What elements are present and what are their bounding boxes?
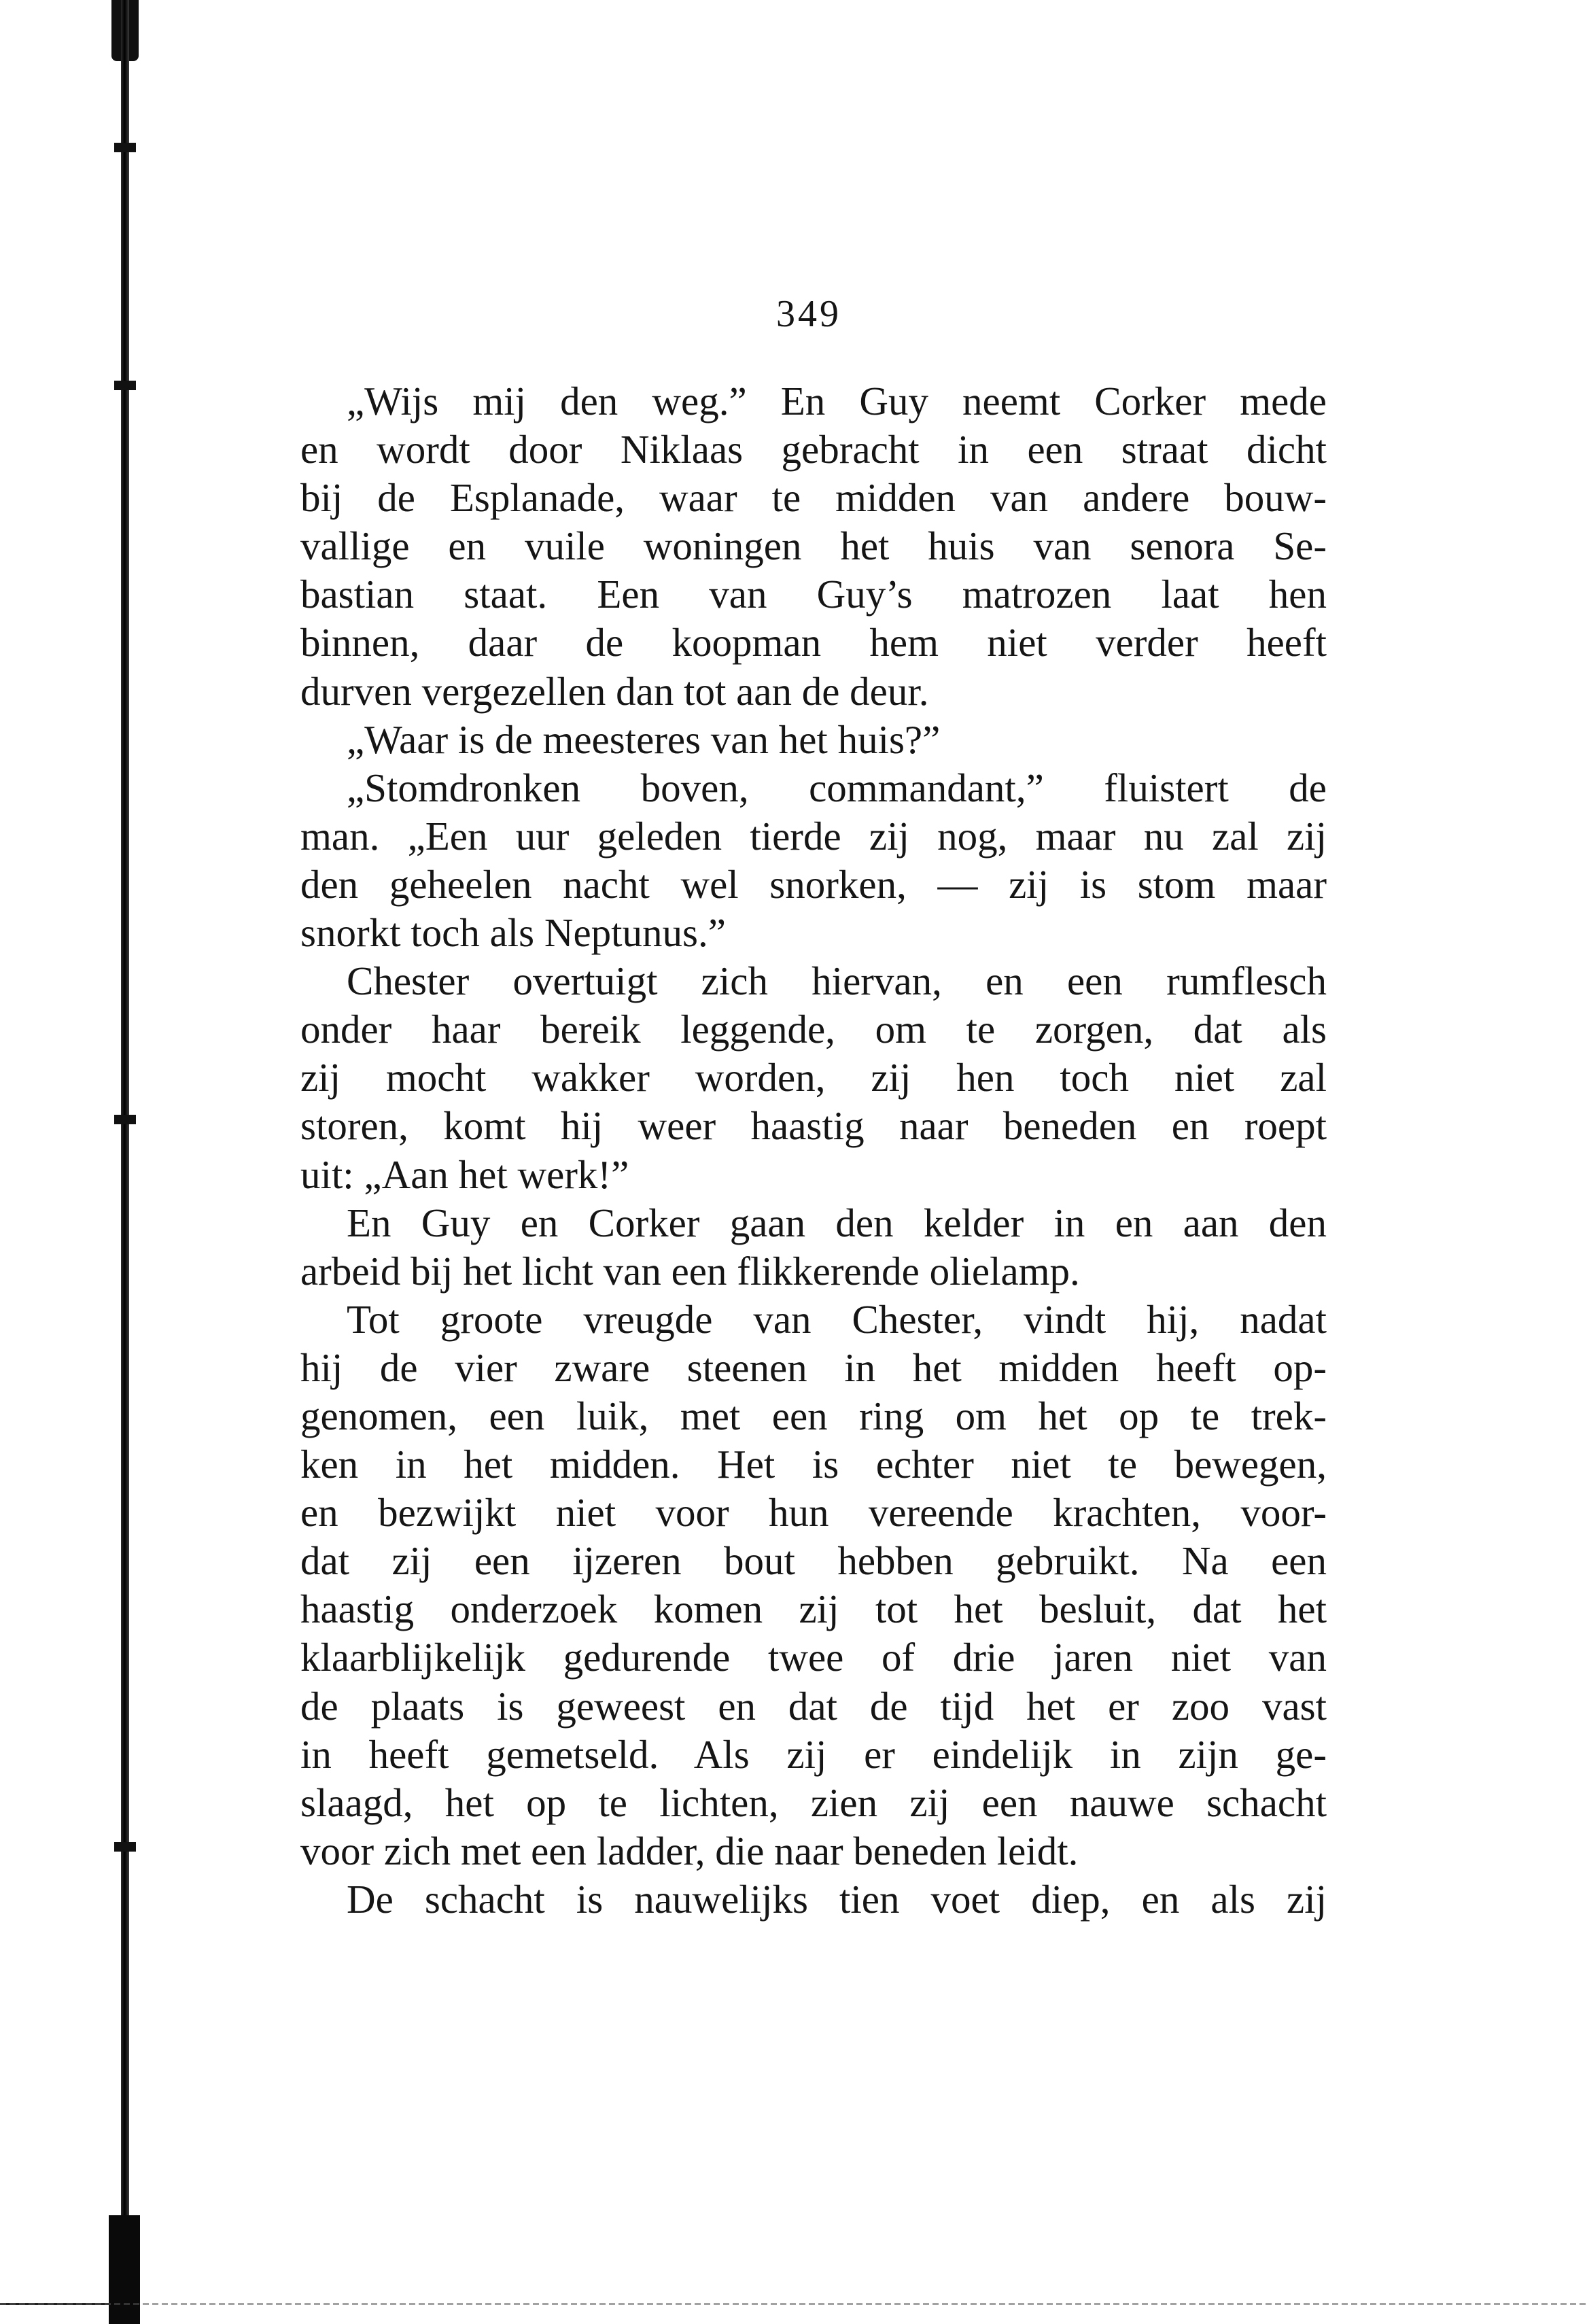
text-line: klaarblijkelijk gedurende twee of drie jaren niet van <box>300 1635 1327 1680</box>
text-line: Chester overtuigt zich hiervan, en een rumflesch <box>347 958 1327 1004</box>
text-line: „Wijs mij den weg.” En Guy neemt Corker mede <box>347 379 1327 423</box>
text-line: „Stomdronken boven, commandant,” fluistert de <box>347 765 1327 810</box>
spine-tick-mark <box>114 143 136 152</box>
text-line: snorkt toch als Neptunus.” <box>300 910 726 956</box>
text-line: den geheelen nacht wel snorken, — zij is stom maar <box>300 861 1327 907</box>
text-line: en wordt door Niklaas gebracht in een straat dicht <box>300 427 1327 472</box>
text-line: haastig onderzoek komen zij tot het besluit, dat het <box>300 1586 1327 1632</box>
text-line: binnen, daar de koopman hem niet verder heeft <box>300 620 1327 665</box>
text-line: storen, komt hij weer haastig naar beneden en roept <box>300 1103 1327 1149</box>
page-bottom-edge <box>0 2303 1587 2305</box>
text-line: man. „Een uur geleden tierde zij nog, maar nu zal zij <box>300 813 1327 859</box>
text-line: genomen, een luik, met een ring om het op te trek- <box>300 1393 1327 1438</box>
text-line: voor zich met een ladder, die naar beneden leidt. <box>300 1828 1079 1873</box>
text-line: ken in het midden. Het is echter niet te bewegen, <box>300 1442 1327 1487</box>
page-number: 349 <box>776 293 841 335</box>
spine-tick-mark <box>114 1115 136 1124</box>
text-line: zij mocht wakker worden, zij hen toch niet zal <box>300 1055 1327 1100</box>
spine-tick-mark <box>114 1842 136 1852</box>
text-line: arbeid bij het licht van een flikkerende olielamp. <box>300 1248 1080 1294</box>
text-line: En Guy en Corker gaan den kelder in en aan den <box>347 1200 1327 1245</box>
text-line: en bezwijkt niet voor hun vereende krachten, voor- <box>300 1490 1327 1536</box>
spine-binding-line <box>121 0 129 2324</box>
text-line: Tot groote vreugde van Chester, vindt hij, nadat <box>347 1296 1327 1342</box>
text-line: „Waar is de meesteres van het huis?” <box>347 716 941 762</box>
text-line: durven vergezellen dan tot aan de deur. <box>300 668 929 714</box>
text-line: dat zij een ijzeren bout hebben gebruikt. Na een <box>300 1538 1327 1584</box>
body-text <box>300 377 1327 1924</box>
text-line: vallige en vuile woningen het huis van senora Se- <box>300 523 1327 569</box>
text-line: onder haar bereik leggende, om te zorgen, dat als <box>300 1007 1327 1052</box>
text-line: De schacht is nauwelijks tien voet diep, en als zij <box>347 1876 1327 1922</box>
text-line: hij de vier zware steenen in het midden heeft op- <box>300 1345 1327 1390</box>
text-line: bastian staat. Een van Guy’s matrozen laat hen <box>300 572 1327 617</box>
text-line: slaagd, het op te lichten, zien zij een nauwe schacht <box>300 1780 1327 1825</box>
text-line: bij de Esplanade, waar te midden van andere bouw- <box>300 475 1327 521</box>
spine-bottom-foot <box>109 2215 140 2324</box>
text-line: uit: „Aan het werk!” <box>300 1151 629 1197</box>
text-line: de plaats is geweest en dat de tijd het er zoo vast <box>300 1683 1327 1729</box>
spine-tick-mark <box>114 381 136 390</box>
text-line: in heeft gemetseld. Als zij er eindelijk in zijn ge- <box>300 1731 1327 1777</box>
